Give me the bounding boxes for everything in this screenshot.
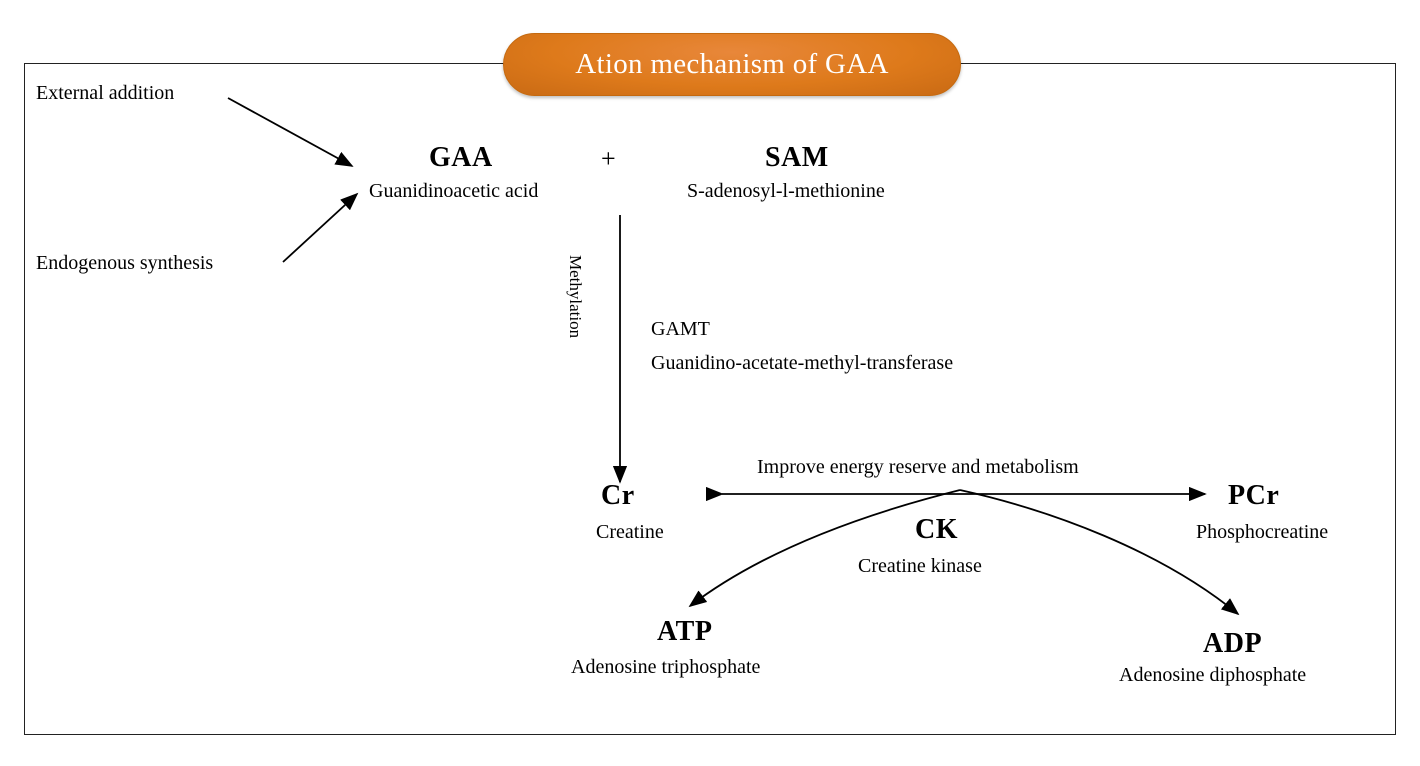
node-sam-full: S-adenosyl-l-methionine <box>687 180 885 202</box>
node-cr-full: Creatine <box>596 521 664 543</box>
node-adp-full: Adenosine diphosphate <box>1119 664 1307 686</box>
label-external-addition: External addition <box>36 82 175 104</box>
node-cr-abbr: Cr <box>601 480 635 511</box>
node-pcr-abbr: PCr <box>1228 480 1280 511</box>
title-banner <box>503 33 961 96</box>
label-energy-reserve: Improve energy reserve and metabolism <box>757 456 1079 478</box>
label-ck-full: Creatine kinase <box>858 555 982 577</box>
node-pcr-full: Phosphocreatine <box>1196 521 1329 543</box>
page-title: Ation mechanism of GAA <box>575 48 889 80</box>
label-gamt-abbr: GAMT <box>651 318 710 340</box>
node-sam-abbr: SAM <box>765 142 829 173</box>
plus-sign: + <box>601 144 616 173</box>
node-gaa-abbr: GAA <box>429 142 493 173</box>
label-gamt-full: Guanidino-acetate-methyl-transferase <box>651 352 954 374</box>
node-adp-abbr: ADP <box>1203 628 1263 659</box>
label-endogenous-synthesis: Endogenous synthesis <box>36 252 214 274</box>
label-ck-abbr: CK <box>915 514 958 545</box>
label-methylation: Methylation <box>566 255 585 339</box>
node-atp-abbr: ATP <box>657 616 713 647</box>
node-gaa-full: Guanidinoacetic acid <box>369 180 539 202</box>
node-atp-full: Adenosine triphosphate <box>571 656 761 678</box>
